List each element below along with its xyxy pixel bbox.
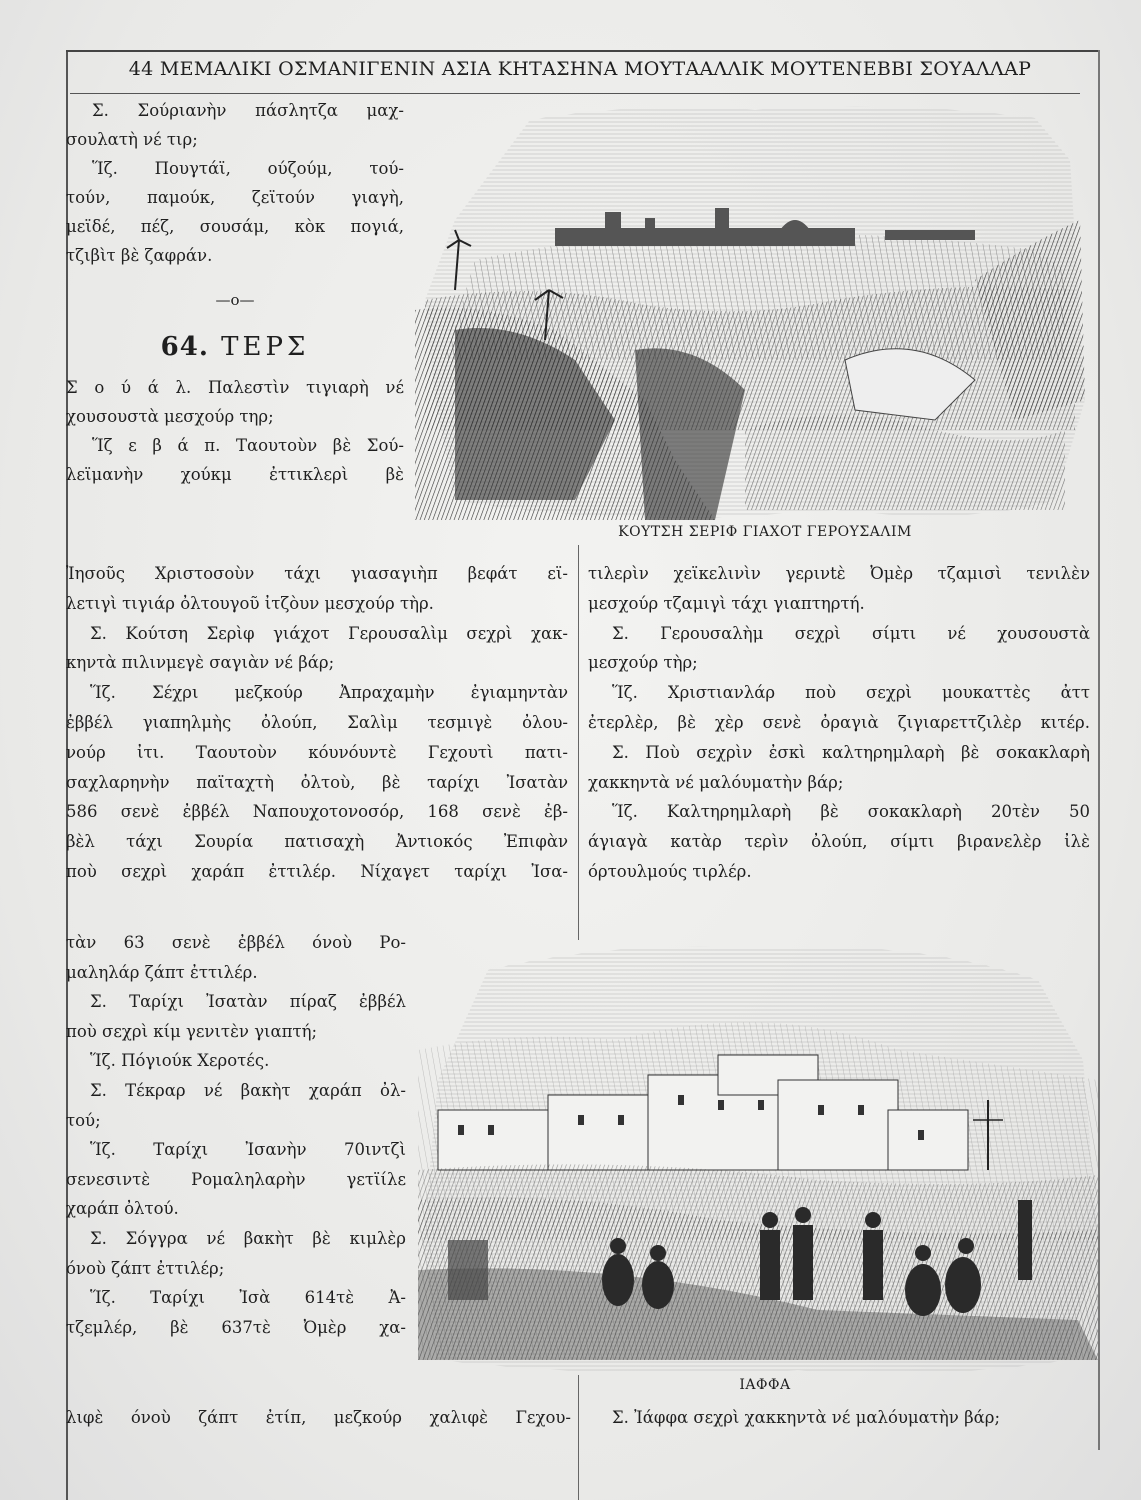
column-divider-bottom	[578, 1375, 579, 1500]
text-line: μεϊδέ, πέζ, σουσάμ, κὸκ πογιά,	[66, 217, 404, 236]
text-line: όνοὺ ζάπτ ἐττιλέρ;	[66, 1258, 225, 1278]
text-line: λιφὲ όνοὺ ζάπτ ἐτίπ, μεζκούρ χαλιφὲ Γεχου-	[66, 1408, 571, 1427]
text-line: Ἰησοῦς Χριστοσοὺν τάχι γιασαγιὴπ βεφάτ εϊ-	[66, 564, 568, 583]
left-column-wide	[66, 559, 568, 887]
text-line: χουσουστὰ μεσχούρ τηρ;	[66, 407, 274, 426]
text-line: σουλατὴ νέ τιρ;	[66, 130, 198, 149]
text-line: άγιαγὰ κατὰρ τερὶν ὀλούπ, σίμτι βιρανελὲρ ἰλὲ	[588, 832, 1090, 852]
jaffa-caption: ΙΑΦΦΑ	[739, 1377, 791, 1393]
text-line: λεϊμανὴν χούκμ ἐττικλερὶ βὲ	[66, 465, 404, 484]
section-separator: —o—	[215, 291, 255, 309]
lesson-heading	[66, 325, 404, 369]
text-line: τιλερὶν χεϊκελινὶν γερινtὲ Ὀμὲρ τζαμισὶ τενιλὲν	[588, 564, 1090, 583]
text-line: χακκηντὰ νέ μαλόυματὴν βάρ;	[588, 772, 844, 792]
text-line: ποὺ σεχρὶ χαράπ ἐττιλέρ. Νίχαγετ ταρίχι Ἰσα-	[66, 861, 568, 881]
text-line: Σ. Τέκραρ νέ βακὴτ χαράπ ὀλ-	[90, 1080, 406, 1100]
text-line: τούν, παμούκ, ζεϊτούν γιαγὴ,	[66, 188, 404, 207]
lesson-number: 64.	[160, 332, 209, 362]
text-line: Ἵζ. Πόγιούκ Χεροτές.	[90, 1051, 270, 1071]
jaffa-engraving	[418, 940, 1098, 1380]
text-line: όρτουλμούς τιρλέρ.	[588, 861, 752, 881]
text-line: βὲλ τάχι Σουρία πατισαχὴ Ἀντιοκός Ἐπιφὰν	[66, 832, 568, 852]
page-header: 44 ΜΕΜΑΛΙΚΙ ΟΣΜΑΝΙΓΕΝΙΝ ΑΣΙΑ ΚΗΤΑΣΗΝΑ ΜΟΥΤΑΑΛΛΙΚ ΜΟΥΤΕΝΕΒΒΙ ΣΟΥΑΛΛΑΡ	[128, 58, 1032, 80]
jerusalem-engraving	[415, 100, 1095, 525]
lesson-title: ΤΕΡΣ	[221, 332, 310, 362]
text-line: Σ. Γερουσαλὴμ σεχρὶ σίμτι νέ χουσουστὰ	[612, 623, 1090, 643]
text-line: ἐββέλ γιαπηλμὴς ὀλούπ, Σαλὶμ τεσμιγὲ ὀλου-	[66, 712, 568, 732]
text-line: Σ. Ποὺ σεχρὶν ἐσκὶ καλτηρημλαρὴ βὲ σοκακλαρὴ	[612, 742, 1090, 762]
text-line: Σ. Σόγγρα νέ βακὴτ βὲ κιμλὲρ	[90, 1228, 406, 1248]
text-line: κηντὰ πιλινμεγὲ σαγιὰν νέ βάρ;	[66, 653, 335, 673]
text-line: Ἵζ. Χριστιανλάρ ποὺ σεχρὶ μουκαττὲς ἀττ	[612, 683, 1090, 703]
text-line: Σ. Σούριανὴν πάσλητζα μαχ-	[92, 101, 404, 120]
right-column-last	[588, 1403, 1090, 1432]
page-frame-top	[66, 50, 1100, 52]
text-line: 586 σενὲ ἐββέλ Ναπουχοτονοσόρ, 168 σενὲ ἐβ-	[66, 802, 568, 822]
text-line: νούρ ἰτι. Ταουτοὺν κόυνόυντὲ Γεχουτὶ πατι-	[66, 742, 568, 762]
page-frame-right	[1098, 50, 1100, 1450]
text-line: Σ. Ταρίχι Ἰσατὰν πίραζ ἐββέλ	[90, 992, 406, 1012]
text-line: Σ. Κούτση Σερὶφ γιάχοτ Γερουσαλὶμ σεχρὶ χακ-	[90, 623, 568, 643]
text-line: Σ. Ἰάφφα σεχρὶ χακκηντὰ νέ μαλόυματὴν βάρ;	[612, 1408, 1001, 1427]
left-column-top	[66, 96, 404, 489]
header-rule	[70, 93, 1080, 94]
right-column	[588, 559, 1090, 887]
text-line: Ἵζ ε β ά π. Ταουτοὺν βὲ Σού-	[92, 436, 404, 455]
text-line: μεσχούρ τζαμιγὶ τάχι γιαπτηρτή.	[588, 593, 865, 613]
text-line: μεσχούρ τὴρ;	[588, 653, 698, 673]
text-line: ἐτερλὲρ, βὲ χὲρ σενὲ ὀραγιὰ ζιγιαρεττζιλὲρ κιτέρ.	[588, 712, 1090, 732]
text-line: Σ ο ύ ά λ. Παλεστὶν τιγιαρὴ νέ	[66, 378, 404, 397]
text-line: σενεσιντὲ Ρομαληλαρὴν γετϊίλε	[66, 1169, 406, 1189]
text-line: χαράπ ὀλτού.	[66, 1199, 179, 1219]
text-line: σαχλαρηνὴν παϊταχτὴ ὀλτοὺ, βὲ ταρίχι Ἰσατὰν	[66, 772, 568, 792]
jerusalem-caption: ΚΟΥΤΣΗ ΣΕΡΙΦ ΓΙΑΧΟΤ ΓΕΡΟΥΣΑΛΙΜ	[618, 524, 912, 540]
text-line: ποὺ σεχρὶ κίμ γενιτὲν γιαπτή;	[66, 1021, 318, 1041]
column-divider	[578, 545, 579, 940]
text-line: Ἵζ. Καλτηρημλαρὴ βὲ σοκακλαρὴ 20τὲν 50	[612, 802, 1090, 822]
text-line: τζεμλέρ, βὲ 637τὲ Ὀμὲρ χα-	[66, 1317, 406, 1337]
left-column-last-line	[66, 1403, 571, 1432]
text-line: τού;	[66, 1110, 101, 1130]
text-line: τζιβὶτ βὲ ζαφράν.	[66, 246, 213, 265]
left-column-bottom	[66, 928, 406, 1342]
text-line: Ἵζ. Ταρίχι Ἰσὰ 614τὲ Ἀ-	[90, 1288, 406, 1308]
text-line: τὰν 63 σενὲ ἐββέλ όνοὺ Ρο-	[66, 933, 406, 952]
text-line: Ἵζ. Πουγτάϊ, ούζούμ, τού-	[92, 159, 404, 178]
text-line: Ἵζ. Σέχρι μεζκούρ Ἀπραχαμὴν ἐγιαμηντὰν	[90, 683, 568, 703]
text-line: Ἵζ. Ταρίχι Ἰσανὴν 70ιντζὶ	[90, 1140, 406, 1160]
text-line: λετιγὶ τιγιάρ ὀλτουγοῦ ἰτζὸυν μεσχούρ τὴρ.	[66, 593, 434, 613]
text-line: μαληλάρ ζάπτ ἐττιλέρ.	[66, 962, 258, 982]
